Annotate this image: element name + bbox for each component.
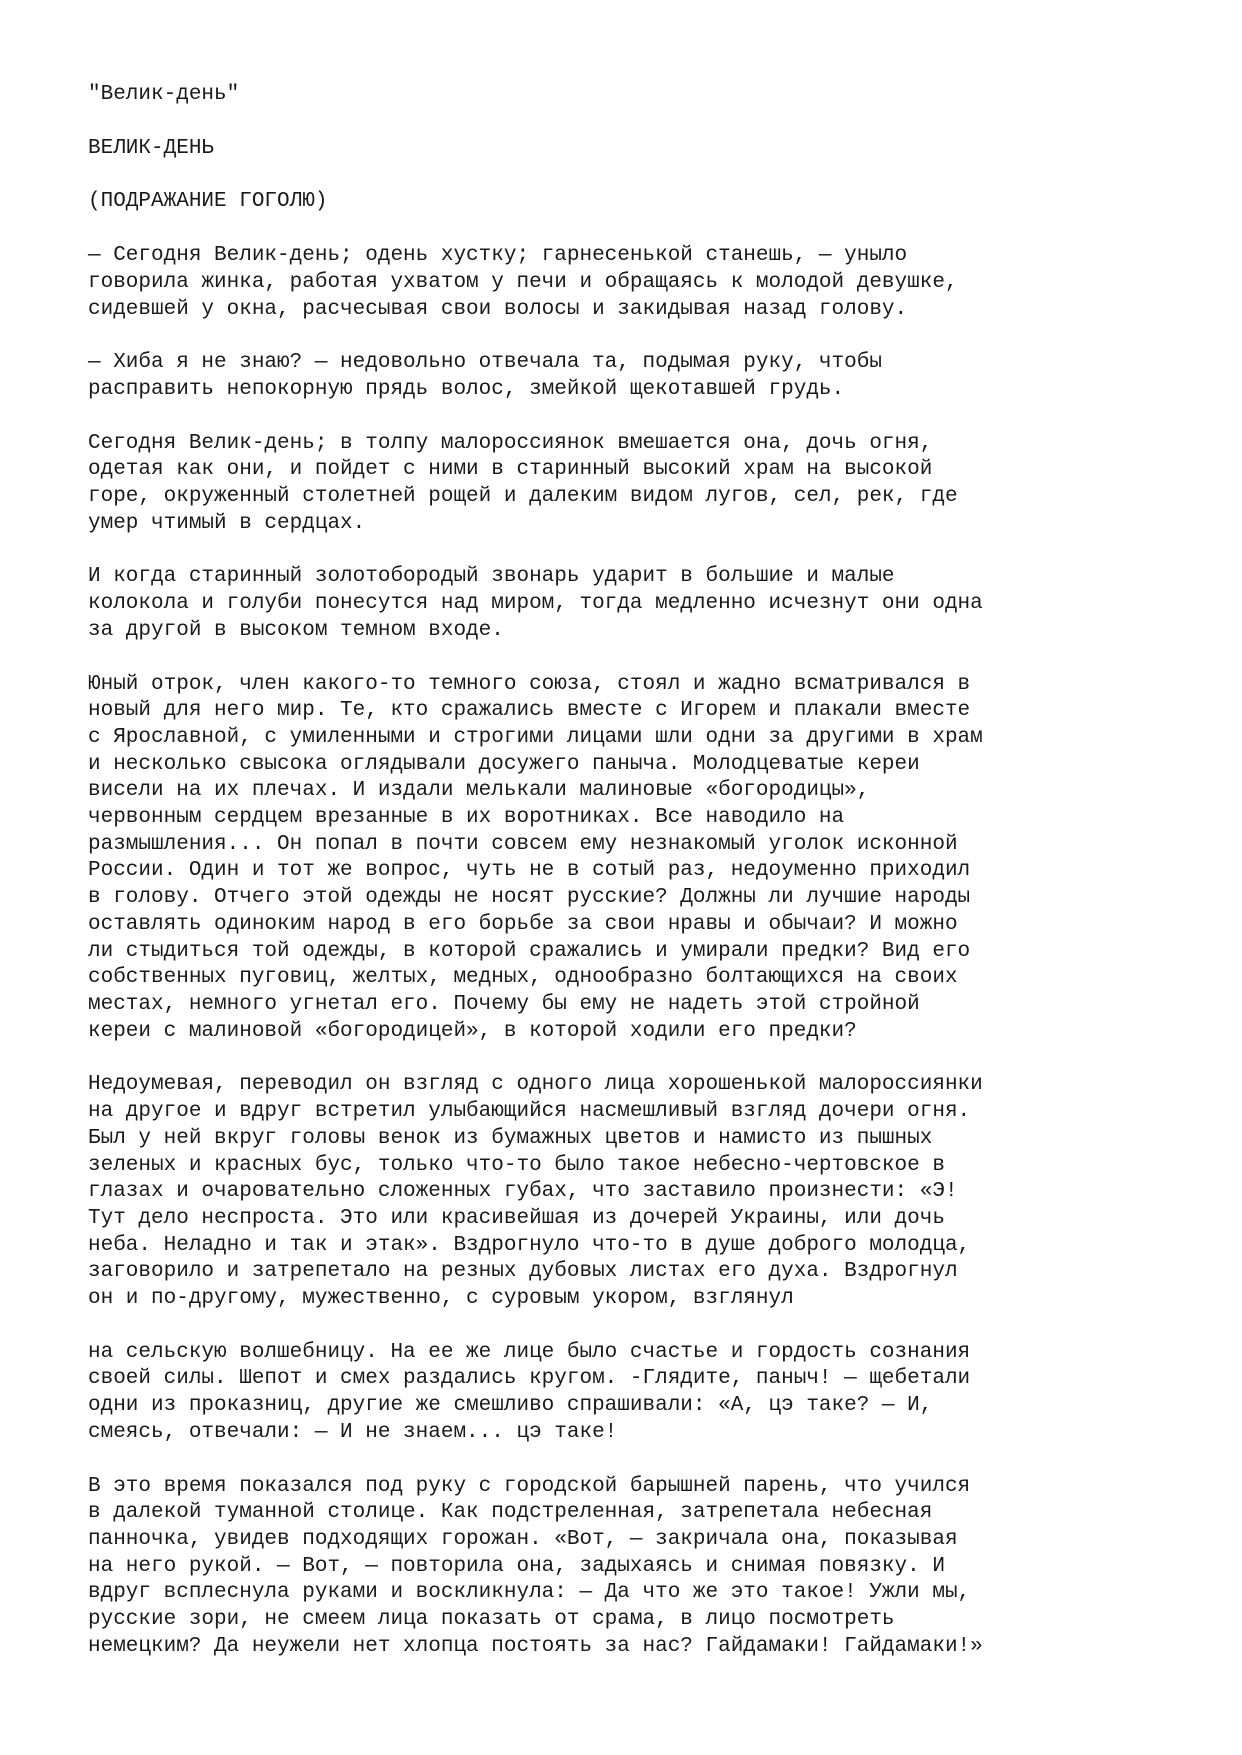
paragraph-line: ли стыдиться той одежды, в которой сражались и умирали предки? Вид его bbox=[88, 939, 971, 963]
paragraph-line: Сегодня Велик-день; в толпу малороссиянок вмешается она, дочь огня, bbox=[88, 431, 933, 455]
paragraph bbox=[88, 350, 1168, 403]
paragraph-line: вдруг всплеснула руками и воскликнула: — Да что же это такое! Ужли мы, bbox=[88, 1581, 971, 1605]
paragraph bbox=[88, 243, 1168, 323]
paragraph-line: Юный отрок, член какого-то темного союза, стоял и жадно всматривался в bbox=[88, 672, 971, 696]
paragraph-line: русские зори, не смеем лица показать от срама, в лицо посмотреть bbox=[88, 1608, 895, 1632]
subtitle-block bbox=[88, 189, 1168, 216]
paragraph-line: немецким? Да неужели нет хлопца постоять за нас? Гайдамаки! Гайдамаки!» bbox=[88, 1634, 983, 1658]
paragraph-line: неба. Неладно и так и этак». Вздрогнуло что-то в душе доброго молодца, bbox=[88, 1233, 971, 1257]
paragraph-line: Был у ней вкруг головы венок из бумажных цветов и намисто из пышных bbox=[88, 1126, 933, 1150]
paragraph-line: своей силы. Шепот и смех раздались кругом. -Глядите, паныч! — щебетали bbox=[88, 1367, 971, 1391]
paragraph-line: новый для него мир. Те, кто сражались вместе с Игорем и плакали вместе bbox=[88, 699, 971, 723]
paragraph bbox=[88, 1474, 1168, 1661]
paragraph-line: панночка, увидев подходящих горожан. «Вот, — закричала она, показывая bbox=[88, 1527, 958, 1551]
document-heading: ВЕЛИК-ДЕНЬ bbox=[88, 136, 215, 160]
paragraph-line: И когда старинный золотобородый звонарь ударит в большие и малые bbox=[88, 565, 895, 589]
paragraph-line: размышления... Он попал в почти совсем ему незнакомый уголок исконной bbox=[88, 832, 958, 856]
paragraph-line: глазах и очаровательно сложенных губах, что заставило произнести: «Э! bbox=[88, 1180, 958, 1204]
file-title: "Велик-день" bbox=[88, 83, 240, 106]
paragraph-line: червонным сердцем врезанные в их воротниках. Все наводило на bbox=[88, 806, 845, 830]
paragraph-line: заговорило и затрепетало на резных дубовых листах его духа. Вздрогнул bbox=[88, 1260, 958, 1284]
paragraph bbox=[88, 1340, 1168, 1447]
paragraph-line: смеясь, отвечали: — И не знаем... цэ таке! bbox=[88, 1420, 618, 1444]
paragraph-line: оставлять одиноким народ в его борьбе за свои нравы и обычаи? И можно bbox=[88, 912, 958, 936]
paragraph-line: он и по-другому, мужественно, с суровым укором, взглянул bbox=[88, 1287, 794, 1311]
document-subtitle: (ПОДРАЖАНИЕ ГОГОЛЮ) bbox=[88, 190, 328, 214]
paragraph-line: сидевшей у окна, расчесывая свои волосы и закидывая назад голову. bbox=[88, 297, 908, 321]
paragraph-line: в голову. Отчего этой одежды не носят русские? Должны ли лучшие народы bbox=[88, 886, 971, 910]
paragraph-line: В это время показался под руку с городской барышней парень, что учился bbox=[88, 1474, 971, 1498]
paragraph-line: кереи с малиновой «богородицей», в которой ходили его предки? bbox=[88, 1019, 857, 1043]
paragraph-line: расправить непокорную прядь волос, змейкой щекотавшей грудь. bbox=[88, 377, 845, 401]
paragraph-line: местах, немного угнетал его. Почему бы ему не надеть этой стройной bbox=[88, 992, 920, 1016]
paragraph-line: одетая как они, и пойдет с ними в старинный высокий храм на высокой bbox=[88, 458, 933, 482]
paragraph-line: — Хиба я не знаю? — недовольно отвечала та, подымая руку, чтобы bbox=[88, 351, 882, 375]
document-page bbox=[88, 82, 1168, 1687]
paragraph bbox=[88, 672, 1168, 1046]
paragraph-line: в далекой туманной столице. Как подстреленная, затрепетала небесная bbox=[88, 1501, 933, 1525]
paragraph-line: на сельскую волшебницу. На ее же лице было счастье и гордость сознания bbox=[88, 1340, 971, 1364]
paragraph-line: зеленых и красных бус, только что-то было такое небесно-чертовское в bbox=[88, 1153, 945, 1177]
paragraph bbox=[88, 431, 1168, 538]
paragraph-line: колокола и голуби понесутся над миром, тогда медленно исчезнут они одна bbox=[88, 592, 983, 616]
paragraph-line: на него рукой. — Вот, — повторила она, задыхаясь и снимая повязку. И bbox=[88, 1554, 945, 1578]
paragraph-line: одни из проказниц, другие же смешливо спрашивали: «А, цэ таке? — И, bbox=[88, 1394, 933, 1418]
paragraph-line: умер чтимый в сердцах. bbox=[88, 511, 366, 535]
paragraph-line: говорила жинка, работая ухватом у печи и обращаясь к молодой девушке, bbox=[88, 270, 958, 294]
paragraph-line: горе, окруженный столетней рощей и далеким видом лугов, сел, рек, где bbox=[88, 485, 958, 509]
paragraph bbox=[88, 564, 1168, 644]
paragraph-line: с Ярославной, с умиленными и строгими лицами шли одни за другими в храм bbox=[88, 725, 983, 749]
paragraph-line: за другой в высоком темном входе. bbox=[88, 618, 504, 642]
paragraph-line: висели на их плечах. И издали мелькали малиновые «богородицы», bbox=[88, 779, 870, 803]
paragraph-line: России. Один и тот же вопрос, чуть не в сотый раз, недоуменно приходил bbox=[88, 859, 971, 883]
paragraph-line: собственных пуговиц, желтых, медных, однообразно болтающихся на своих bbox=[88, 966, 958, 990]
paragraph-line: и несколько свысока оглядывали досужего паныча. Молодцеватые кереи bbox=[88, 752, 920, 776]
paragraph-line: Тут дело неспроста. Это или красивейшая из дочерей Украины, или дочь bbox=[88, 1206, 945, 1230]
paragraph-line: на другое и вдруг встретил улыбающийся насмешливый взгляд дочери огня. bbox=[88, 1100, 971, 1124]
paragraph bbox=[88, 1072, 1168, 1312]
file-title-block bbox=[88, 82, 1168, 109]
paragraph-line: — Сегодня Велик-день; одень хустку; гарнесенькой станешь, — уныло bbox=[88, 244, 908, 268]
heading-block bbox=[88, 136, 1168, 163]
document-body bbox=[88, 243, 1168, 1660]
paragraph-line: Недоумевая, переводил он взгляд с одного лица хорошенькой малороссиянки bbox=[88, 1073, 983, 1097]
